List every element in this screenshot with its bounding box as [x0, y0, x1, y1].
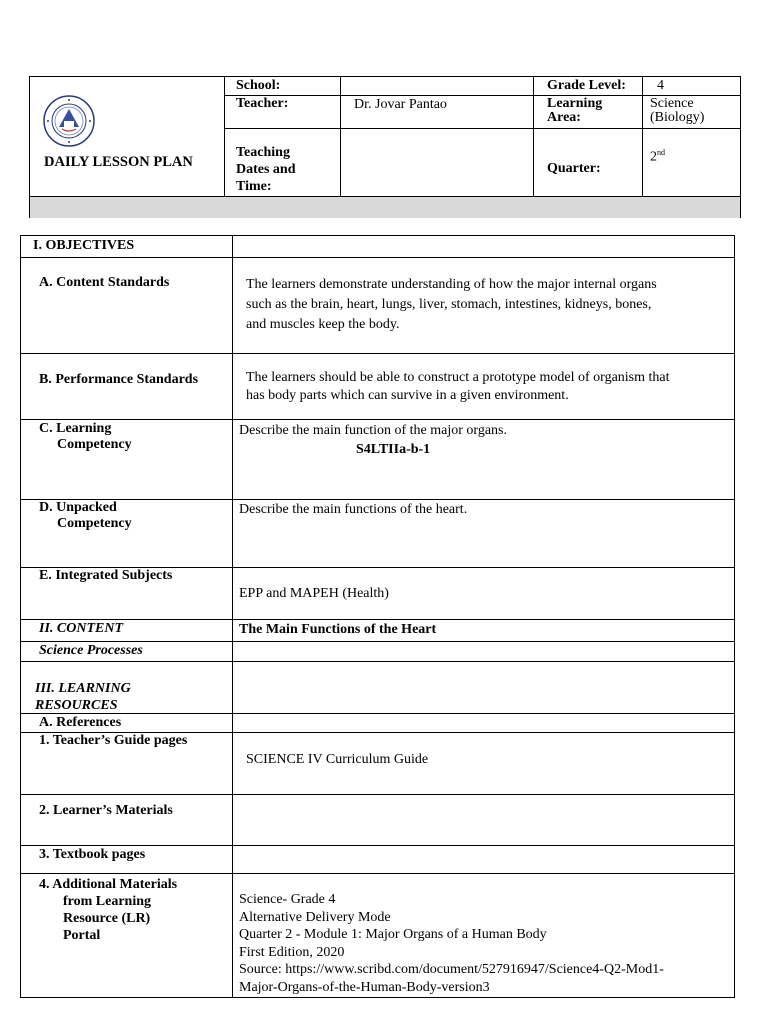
quarter-value: [650, 145, 665, 166]
text-line: First Edition, 2020: [239, 944, 345, 960]
learning-area-label-line: Area:: [547, 110, 581, 125]
learning-area-label: [547, 97, 602, 125]
table-row: [21, 500, 734, 568]
learning-competency-label: [39, 421, 132, 453]
additional-materials-label: [39, 876, 177, 944]
label-line: Competency: [57, 437, 132, 452]
unpacked-competency-label: [39, 500, 132, 532]
content-standards-label: A. Content Standards: [39, 275, 170, 290]
textbook-pages-label: 3. Textbook pages: [39, 847, 146, 862]
learning-area-label-line: Learning: [547, 96, 603, 111]
learning-resources-heading: [35, 680, 131, 714]
text-line: and muscles keep the body.: [246, 317, 400, 332]
references-label: A. References: [39, 715, 122, 730]
table-row: [21, 354, 734, 420]
table-row: [21, 846, 734, 874]
unpacked-competency-value: Describe the main functions of the heart.: [239, 502, 468, 517]
learning-area-value-line: Science: [650, 96, 694, 111]
text-line: The learners demonstrate understanding of how the major internal organs: [246, 277, 657, 292]
table-row: [21, 236, 734, 258]
learners-materials-label: 2. Learner’s Materials: [39, 803, 173, 818]
table-row: [21, 714, 734, 733]
dates-label: [236, 145, 296, 196]
label-line: Portal: [63, 928, 101, 943]
text-line: has body parts which can survive in a given environment.: [246, 388, 569, 403]
grade-level-value: 4: [657, 78, 664, 93]
label-line: C. Learning: [39, 421, 112, 436]
quarter-label: Quarter:: [547, 161, 601, 176]
heading-line: III. LEARNING: [35, 681, 131, 696]
header-table: [29, 76, 741, 218]
table-row: [21, 642, 734, 662]
learning-area-value-line: (Biology): [650, 110, 705, 125]
integrated-subjects-label: E. Integrated Subjects: [39, 568, 173, 583]
header-divider: [224, 128, 740, 129]
science-processes-label: Science Processes: [39, 643, 143, 658]
label-line: D. Unpacked: [39, 500, 117, 515]
additional-materials-value: [239, 891, 729, 996]
teachers-guide-value: SCIENCE IV Curriculum Guide: [246, 752, 429, 767]
grade-level-label: Grade Level:: [547, 78, 626, 93]
content-standards-value: [246, 275, 736, 335]
integrated-subjects-value: EPP and MAPEH (Health): [239, 586, 389, 601]
heading-line: RESOURCES: [35, 698, 118, 713]
school-label: School:: [236, 78, 281, 93]
label-line: Resource (LR): [63, 911, 151, 926]
text-line: Source: https://www.scribd.com/document/527916947/Science4-Q2-Mod1-: [239, 962, 664, 977]
text-line: Major-Organs-of-the-Human-Body-version3: [239, 979, 490, 995]
text-line: Quarter 2 - Module 1: Major Organs of a Human Body: [239, 927, 547, 942]
performance-standards-value: [246, 369, 736, 405]
competency-code: S4LTIIa-b-1: [356, 442, 431, 457]
lesson-plan-table: [20, 235, 735, 998]
text-line: Describe the main function of the major organs.: [239, 423, 507, 438]
quarter-suffix: nd: [657, 148, 665, 157]
header-shaded-band: [30, 196, 740, 218]
teachers-guide-label: 1. Teacher’s Guide pages: [39, 733, 188, 748]
table-row: [21, 733, 734, 795]
quarter-number: 2: [650, 149, 657, 165]
performance-standards-label: B. Performance Standards: [39, 372, 199, 387]
table-row: [21, 258, 734, 354]
label-line: Competency: [57, 516, 132, 531]
text-line: Science- Grade 4: [239, 892, 336, 907]
label-line: 4. Additional Materials: [39, 877, 178, 892]
text-line: The learners should be able to construct a prototype model of organism that: [246, 370, 670, 385]
table-row: [21, 874, 734, 997]
content-value: The Main Functions of the Heart: [239, 622, 437, 637]
dates-label-line: Teaching: [236, 145, 290, 160]
dates-label-line: Dates and: [236, 162, 296, 177]
label-line: from Learning: [63, 894, 152, 909]
table-row: [21, 420, 734, 500]
table-row: [21, 795, 734, 846]
objectives-heading: I. OBJECTIVES: [33, 238, 135, 253]
table-row: [21, 568, 734, 620]
deped-seal-icon: [43, 95, 95, 147]
page-title: DAILY LESSON PLAN: [44, 154, 193, 170]
content-heading: II. CONTENT: [39, 621, 124, 636]
teacher-label: Teacher:: [236, 96, 289, 111]
learning-area-value: [650, 97, 704, 125]
text-line: such as the brain, heart, lungs, liver, stomach, intestines, kidneys, bones,: [246, 297, 652, 312]
learning-competency-value: [239, 421, 729, 459]
teacher-value: Dr. Jovar Pantao: [354, 97, 447, 112]
table-row: [21, 620, 734, 642]
dates-label-line: Time:: [236, 179, 272, 194]
text-line: Alternative Delivery Mode: [239, 909, 391, 925]
table-row: [21, 662, 734, 714]
